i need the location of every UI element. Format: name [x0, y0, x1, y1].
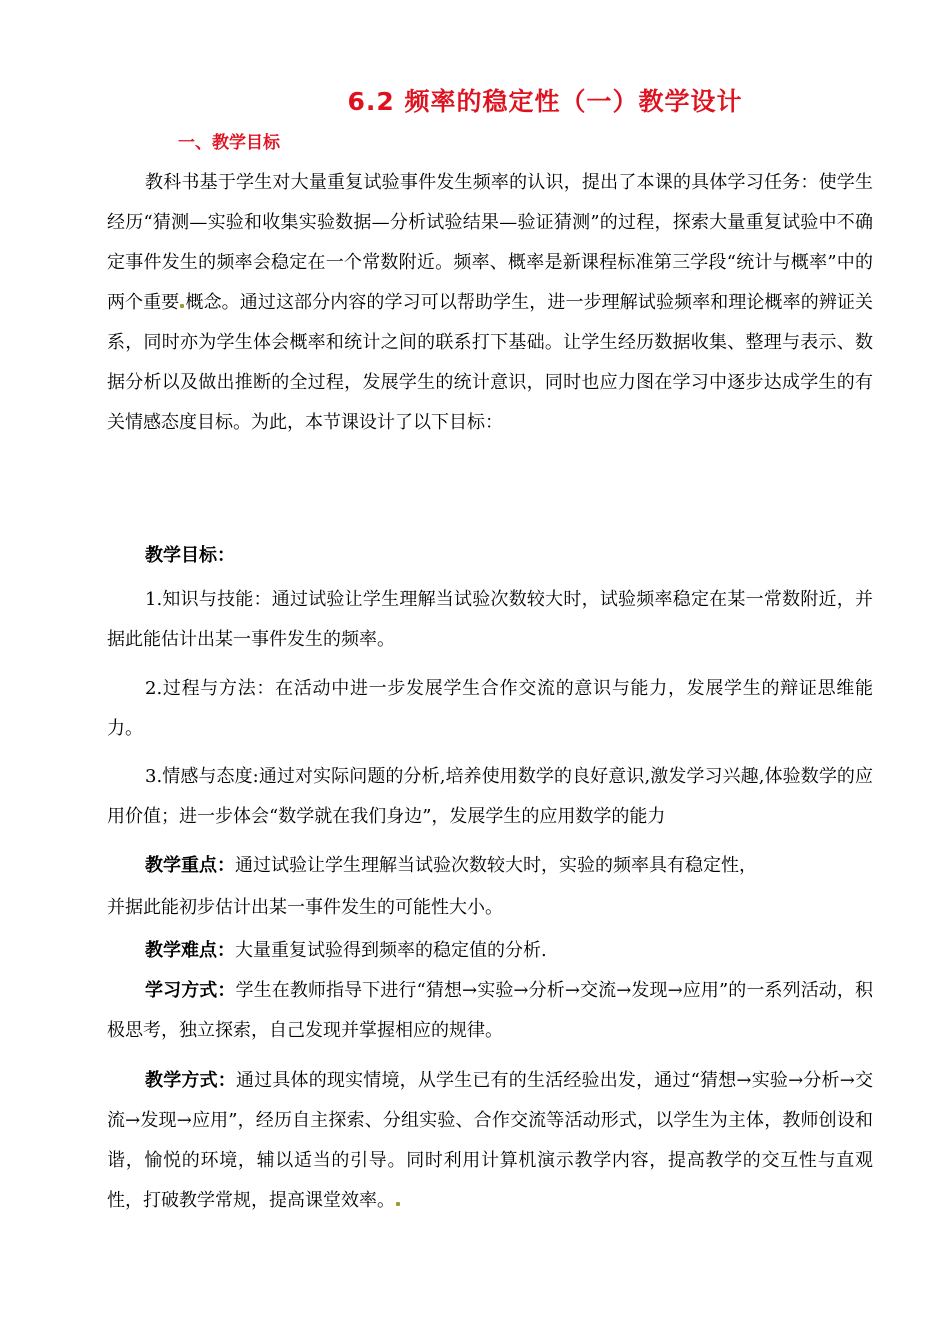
difficulty-paragraph	[145, 931, 873, 971]
document-title: 6.2 频率的稳定性（一）教学设计	[347, 87, 743, 116]
study-mode-label: 学习方式：	[145, 980, 236, 1001]
goal-item-process	[107, 669, 873, 749]
goals-heading: 教学目标：	[145, 545, 235, 566]
goal-item-knowledge-text: 1.知识与技能：通过试验让学生理解当试验次数较大时，试验频率稳定在某一常数附近，并据此能估计出某一事件发生的频率。	[107, 589, 873, 650]
teach-mode-text: 通过具体的现实情境，从学生已有的生活经验出发，通过“猜想→实验→分析→交流→发现→应用”，经历自主探索、分组实验、合作交流等活动形式，以学生为主体，教师创设和谐，愉悦的环境，辅以适当的引导。同时利用计算机演示教学内容，提高教学的交互性与直观性，打破教学常规，提高课堂效率。	[107, 1070, 874, 1211]
intro-paragraph	[107, 163, 873, 443]
decorative-dot-icon	[180, 304, 184, 308]
study-mode-paragraph	[107, 971, 873, 1051]
key-point-line1	[145, 846, 873, 886]
difficulty-label: 教学难点：	[145, 940, 235, 961]
teach-mode-paragraph	[107, 1061, 873, 1221]
key-point-label: 教学重点：	[145, 855, 235, 876]
section-heading-teaching-goals: 一、教学目标	[178, 133, 280, 153]
goal-item-knowledge	[107, 580, 873, 660]
study-mode-text: 学生在教师指导下进行“猜想→实验→分析→交流→发现→应用”的一系列活动，积极思考，独立探索，自己发现并掌握相应的规律。	[107, 980, 874, 1041]
goal-item-emotion-text: 3.情感与态度:通过对实际问题的分析,培养使用数学的良好意识,激发学习兴趣,体验数学的应用价值；进一步体会“数学就在我们身边”，发展学生的应用数学的能力	[107, 766, 873, 827]
goals-heading-row	[145, 536, 235, 576]
intro-text-part1: 教科书基于学生对大量重复试验事件发生频率的认识，提出了本课的具体学习任务：使学生经历“猜测—实验和收集实验数据—分析试验结果—验证猜测”的过程，探索大量重复试验中不确定事件发生的频率会稳定在一个常数附近。频率、概率是新课程标准第三学段“统计与概率”中的两个重要	[107, 172, 873, 313]
decorative-dot-icon	[396, 1202, 400, 1206]
intro-text-part2: 概念。通过这部分内容的学习可以帮助学生，进一步理解试验频率和理论概率的辨证关系，同时亦为学生体会概率和统计之间的联系打下基础。让学生经历数据收集、整理与表示、数据分析以及做出推断的全过程，发展学生的统计意识，同时也应力图在学习中逐步达成学生的有关情感态度目标。为此，本节课设计了以下目标：	[107, 292, 874, 433]
teach-mode-label: 教学方式：	[145, 1070, 236, 1091]
difficulty-text: 大量重复试验得到频率的稳定值的分析.	[235, 940, 547, 961]
key-point-line2	[107, 888, 873, 928]
key-point-text-line1: 通过试验让学生理解当试验次数较大时，实验的频率具有稳定性，	[235, 855, 757, 876]
goal-item-process-text: 2.过程与方法：在活动中进一步发展学生合作交流的意识与能力，发展学生的辩证思维能力。	[107, 678, 873, 739]
key-point-text-line2: 并据此能初步估计出某一事件发生的可能性大小。	[107, 897, 503, 918]
goal-item-emotion	[107, 757, 873, 837]
